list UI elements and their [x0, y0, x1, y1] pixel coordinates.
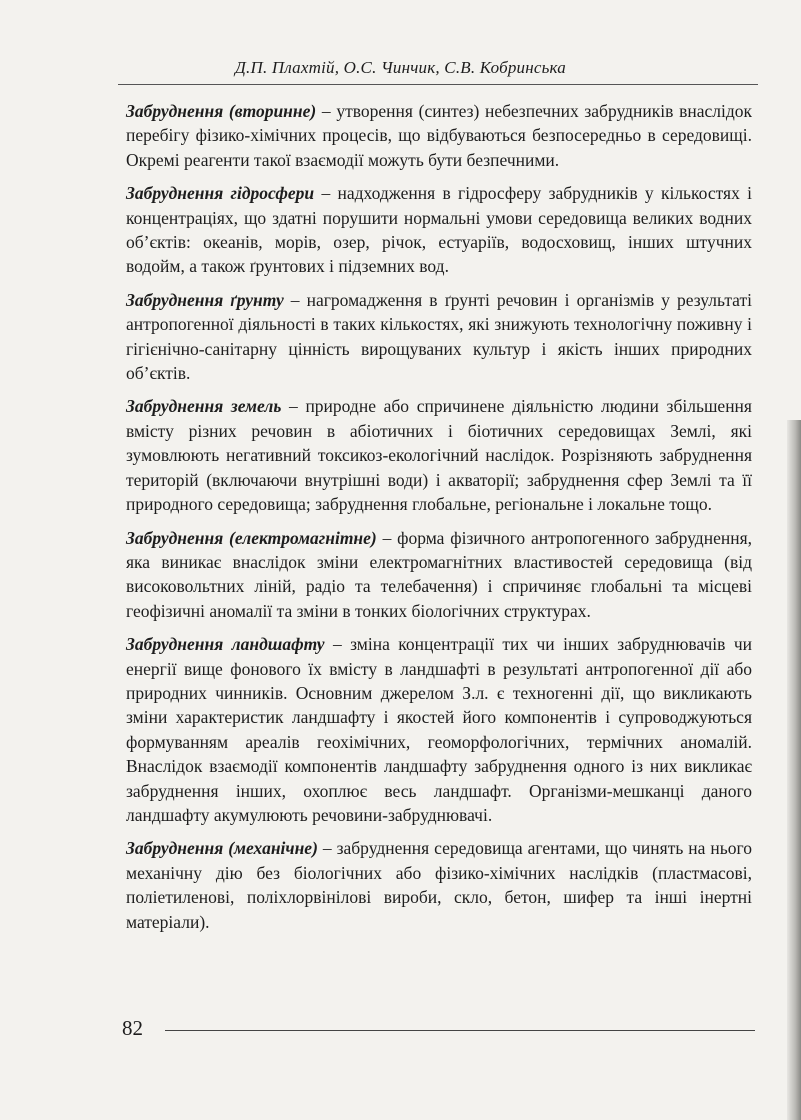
entry-term: Забруднення ландшафту	[126, 634, 325, 655]
glossary-entry	[126, 526, 752, 624]
entry-term: Забруднення гідросфери	[126, 183, 315, 204]
glossary-entry	[126, 394, 752, 516]
entry-term: Забруднення (електромагнітне)	[126, 527, 377, 548]
entry-definition: – надходження в гідросферу забрудників у кількостях і концентраціях, що здатні порушити нормальні умови середовища великих водних об’єктів: океанів, морів, озер, річок, естуаріїв, водосховищ, інших штучних водойм, а також ґрунтових і підземних вод.	[126, 183, 752, 277]
entry-definition: – природне або спричинене діяльністю людини збільшення вмісту різних речовин в абіотичних і біотичних середовищах Землі, які зумовлюють негативний токсикоз-екологічний наслідок. Розрізняють забруднення територій (включаючи внутрішні води) і акваторії; забруднення сфер Землі та її природного середовища; забруднення глобальне, регіональне і локальне тощо.	[126, 396, 752, 515]
glossary-entry	[126, 99, 752, 172]
entry-definition: – зміна концентрації тих чи інших забруднювачів чи енергії вище фонового їх вмісту в ландшафті в результаті антропогенної дії або природних чинників. Основним джерелом З.л. є техногенні дії, що викликають зміни характеристик ландшафту і якостей його компонентів і супроводжуються формуванням ареалів геохімічних, геоморфологічних, термічних аномалій. Внаслідок взаємодії компонентів ландшафту забруднення одного із них викликає забруднення інших, охоплює весь ландшафт. Організми-мешканці даного ландшафту акумулюють речовини-забруднювачі.	[126, 634, 752, 825]
header-rule	[118, 84, 758, 85]
entry-definition: – забруднення середовища агентами, що чинять на нього механічну дію без біологічних або фізико-хімічних наслідків (пластмасові, поліетиленові, поліхлорвінілові вироби, скло, бетон, шифер та інші інертні матеріали).	[126, 838, 752, 932]
glossary-entry	[126, 632, 752, 827]
glossary-entry	[126, 836, 752, 934]
page-edge-shadow	[787, 420, 801, 1120]
entry-term: Забруднення (механічне)	[126, 838, 318, 859]
entry-term: Забруднення ґрунту	[126, 289, 284, 310]
page-number: 82	[122, 1016, 143, 1040]
running-head: Д.П. Плахтій, О.С. Чинчик, С.В. Кобринська	[235, 58, 566, 77]
entry-definition: – нагромадження в ґрунті речовин і організмів у результаті антропогенної діяльності в таких кількостях, які знижують технологічну поживну і гігієнічно-санітарну цінність вирощуваних культур і якість інших природних об’єктів.	[126, 289, 752, 384]
glossary-entry	[126, 181, 752, 279]
entry-term: Забруднення земель	[126, 396, 282, 417]
entry-term: Забруднення (вторинне)	[126, 101, 317, 121]
page-body	[126, 99, 752, 943]
footer-rule	[165, 1030, 755, 1031]
glossary-entry	[126, 288, 752, 386]
entry-definition: – форма фізичного антропогенного забруднення, яка виникає внаслідок зміни електромагнітних властивостей середовища (від високовольтних ліній, радіо та телебачення) і спричиняє глобальні та місцеві геофізичні аномалії та зміни в тонких біологічних структурах.	[126, 527, 752, 621]
entry-definition: – утворення (синтез) небезпечних забрудників внаслідок перебігу фізико-хімічних процесів, що відбуваються безпосередньо в середовищі. Окремі реагенти такої взаємодії можуть бути безпечними.	[126, 101, 752, 170]
